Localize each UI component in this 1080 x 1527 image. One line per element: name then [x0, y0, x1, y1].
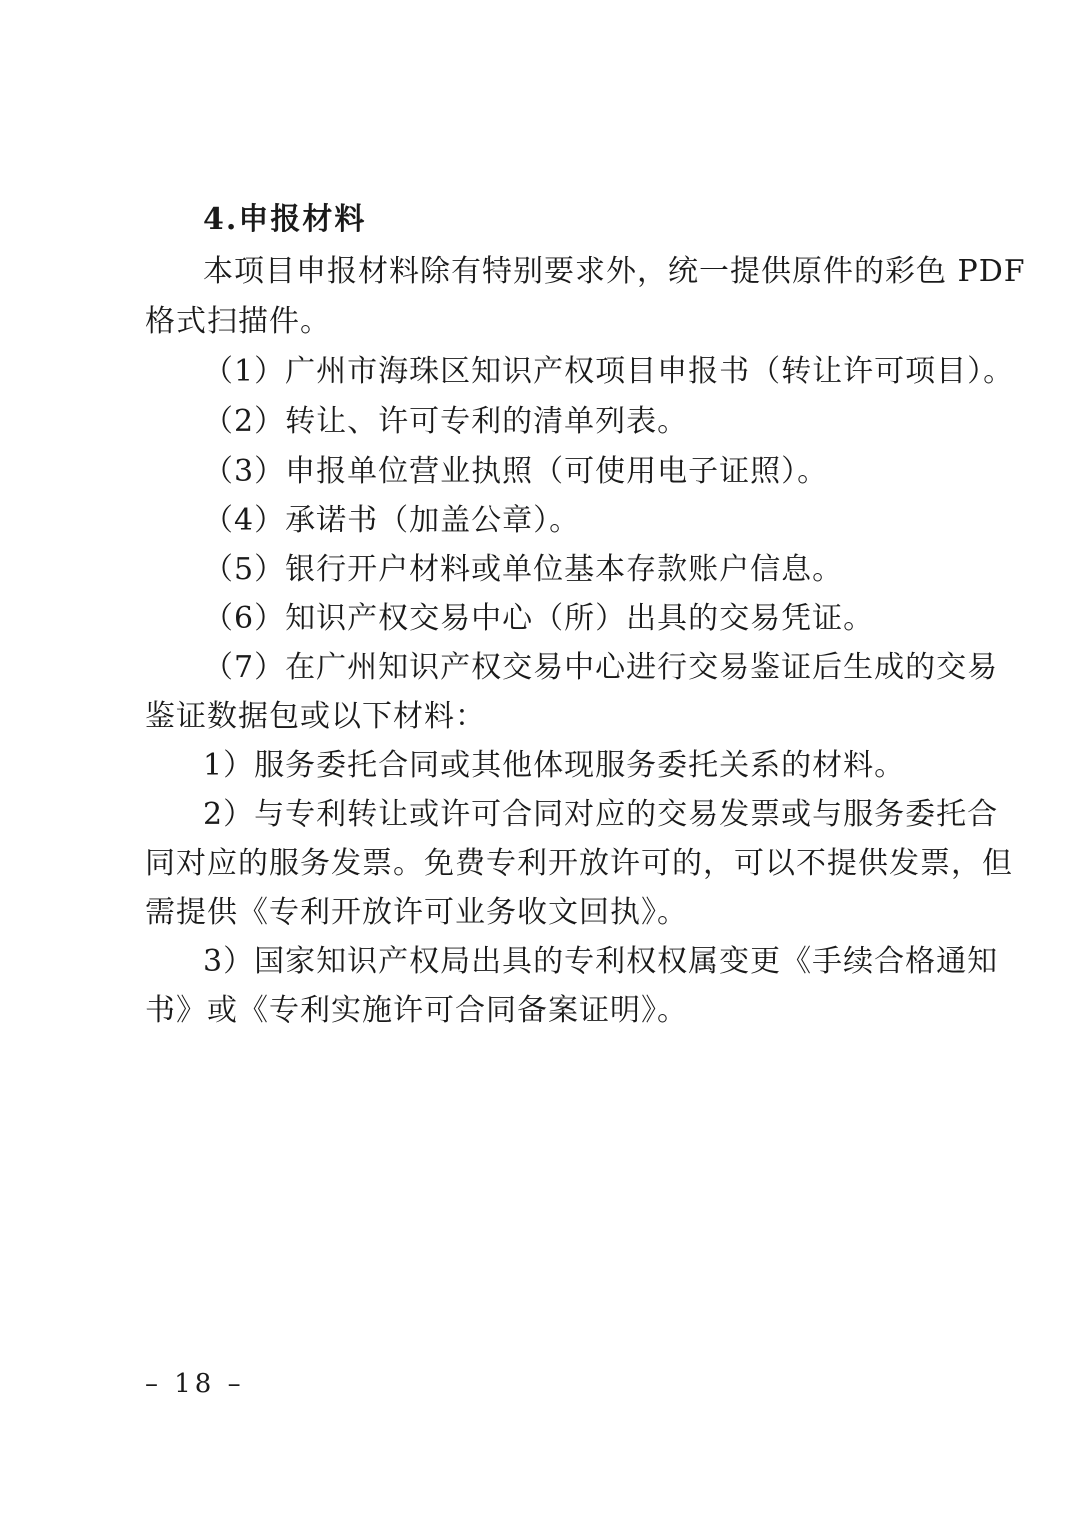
list-item-4: （4）承诺书（加盖公章）。 — [203, 503, 581, 538]
list-item-7-line-1: （7）在广州知识产权交易中心进行交易鉴证后生成的交易 — [203, 650, 999, 685]
sub-item-3-line-1: 3）国家知识产权局出具的专利权权属变更《手续合格通知 — [203, 944, 999, 979]
sub-item-3-line-2: 书》或《专利实施许可合同备案证明》。 — [145, 993, 688, 1028]
list-item-5: （5）银行开户材料或单位基本存款账户信息。 — [203, 552, 844, 587]
section-heading: 4.申报材料 — [203, 202, 367, 237]
list-item-7-line-2: 鉴证数据包或以下材料： — [145, 699, 486, 734]
sub-item-2-line-2: 同对应的服务发票。免费专利开放许可的，可以不提供发票，但 — [145, 846, 1013, 881]
list-item-2: （2）转让、许可专利的清单列表。 — [203, 404, 689, 439]
list-item-6: （6）知识产权交易中心（所）出具的交易凭证。 — [203, 601, 875, 636]
intro-line-1: 本项目申报材料除有特别要求外，统一提供原件的彩色 PDF — [203, 254, 1026, 289]
list-item-1: （1）广州市海珠区知识产权项目申报书（转让许可项目）。 — [203, 354, 1015, 389]
list-item-3: （3）申报单位营业执照（可使用电子证照）。 — [203, 454, 829, 489]
sub-item-2-line-1: 2）与专利转让或许可合同对应的交易发票或与服务委托合 — [203, 797, 999, 832]
sub-item-1: 1）服务委托合同或其他体现服务委托关系的材料。 — [203, 748, 906, 783]
sub-item-2-line-3: 需提供《专利开放许可业务收文回执》。 — [145, 895, 688, 930]
intro-line-2: 格式扫描件。 — [145, 304, 331, 339]
page-number: – 18 – — [145, 1369, 245, 1399]
